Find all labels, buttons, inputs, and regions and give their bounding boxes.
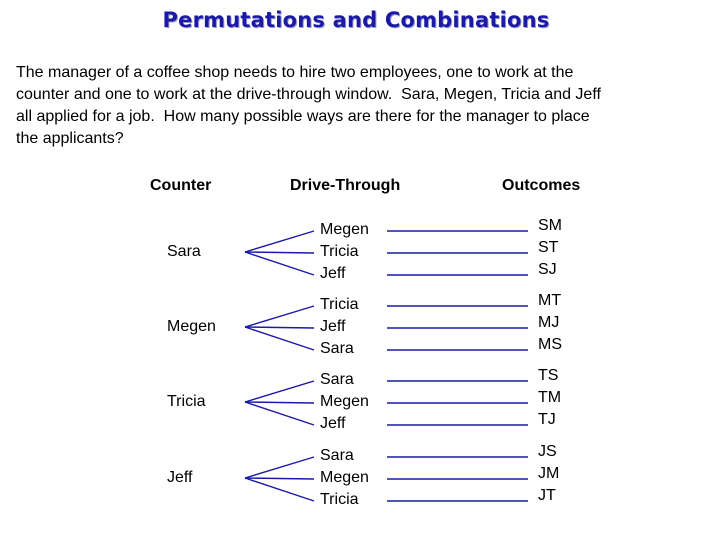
drive-through-name: Sara [320,371,354,388]
drive-through-name: Tricia [320,296,359,313]
drive-through-name: Jeff [320,318,346,335]
branch-line [245,306,314,327]
outcome-label: MJ [538,314,560,331]
outcome-label: SJ [538,261,557,278]
drive-through-name: Sara [320,340,354,357]
branch-line [245,478,314,479]
branch-line [245,252,314,253]
counter-name: Sara [167,243,201,260]
drive-through-name: Sara [320,447,354,464]
problem-text: The manager of a coffee shop needs to hire two employees, one to work at the counter and one to work at the drive-through window. Sara, Megen, Tricia and Jeff all applied for a job. How many possible ways are there for the manager to place the applicants? [16,64,601,147]
branch-line [245,478,314,501]
outcome-label: JS [538,443,557,460]
branch-line [245,381,314,402]
outcome-label: TS [538,367,559,384]
drive-through-name: Megen [320,393,369,410]
outcome-label: TJ [538,411,556,428]
counter-header: Counter [150,177,212,194]
outcome-label: TM [538,389,562,406]
branch-line [245,402,314,403]
drive-through-name: Megen [320,221,369,238]
drive-through-header: Drive-Through [290,177,401,194]
outcome-label: MT [538,292,562,309]
branch-line [245,327,314,328]
slide-title: Permutations and Combinations [162,8,550,32]
branch-line [245,402,314,425]
drive-through-name: Jeff [320,415,346,432]
branch-line [245,252,314,275]
outcomes-header: Outcomes [502,177,581,194]
outcome-label: JT [538,487,556,504]
outcome-label: JM [538,465,560,482]
branch-line [245,231,314,252]
counter-name: Megen [167,318,216,335]
outcome-label: SM [538,217,562,234]
drive-through-name: Megen [320,469,369,486]
counter-name: Jeff [167,469,193,486]
branch-line [245,327,314,350]
branch-line [245,457,314,478]
drive-through-name: Tricia [320,491,359,508]
drive-through-name: Tricia [320,243,359,260]
counter-name: Tricia [167,393,206,410]
drive-through-name: Jeff [320,265,346,282]
outcome-label: ST [538,239,559,256]
outcome-label: MS [538,336,562,353]
